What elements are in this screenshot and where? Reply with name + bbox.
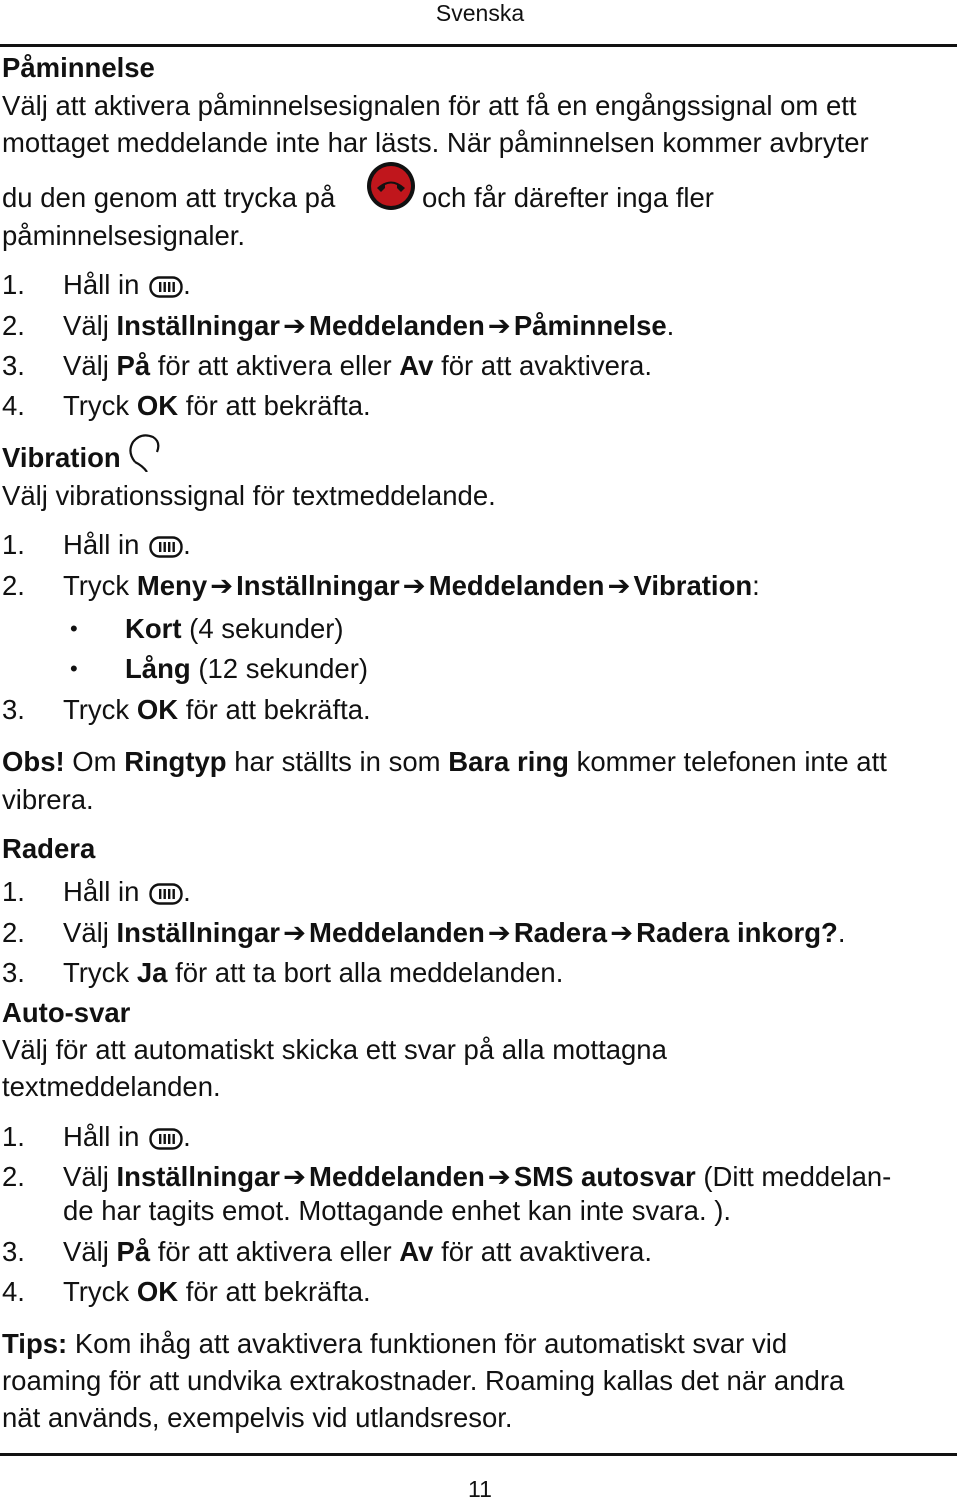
paminnelse-step-4	[63, 390, 371, 422]
menu-key-icon	[149, 1128, 183, 1150]
autosvar-step-2	[63, 1161, 891, 1193]
step-text-end: .	[837, 917, 846, 948]
option-name: Lång	[125, 653, 191, 684]
step-text: Håll in	[63, 529, 140, 560]
ok-label: OK	[136, 694, 179, 725]
vibration-step-1	[63, 529, 191, 561]
step-number: 3.	[2, 350, 25, 381]
autosvar-step-3	[63, 1236, 652, 1268]
step-number: 2.	[2, 1161, 25, 1192]
radera-step-3	[63, 957, 563, 989]
menu-path-item: Påminnelse	[513, 310, 667, 341]
bullet: •	[70, 616, 78, 641]
menu-key-icon	[149, 883, 183, 905]
step-text-end: .	[183, 269, 191, 300]
step-number: 1.	[2, 529, 25, 560]
note-text: har ställts in som	[234, 746, 441, 777]
paminnelse-step-3	[63, 350, 652, 382]
menu-path-item: Meny	[136, 570, 208, 601]
vibration-step-3	[63, 694, 371, 726]
step-text: Välj	[63, 350, 109, 381]
arrow-right-icon: ➔	[283, 1161, 307, 1192]
menu-path-item: Radera inkorg?	[636, 917, 838, 948]
step-text-end: .	[183, 876, 191, 907]
step-text-end: .	[183, 1121, 191, 1152]
step-number: 4.	[2, 1276, 25, 1307]
option-name: Kort	[125, 613, 182, 644]
step-text: för att aktivera eller	[157, 1236, 392, 1267]
menu-path-item: Meddelanden	[428, 570, 605, 601]
step-text: Välj	[63, 917, 109, 948]
vibration-option	[125, 613, 344, 645]
page-number: 11	[468, 1476, 492, 1502]
step-text: Håll in	[63, 876, 140, 907]
step-text: Håll in	[63, 269, 140, 300]
step-number: 2.	[2, 310, 25, 341]
step-number: 2.	[2, 917, 25, 948]
text-fragment: du den genom att trycka på	[2, 182, 336, 213]
autosvar-desc-line: Välj för att automatiskt skicka ett svar på alla mottagna	[2, 1034, 667, 1065]
radera-step-2	[63, 917, 845, 949]
paminnelse-desc-line	[2, 182, 335, 214]
step-text: för att bekräfta.	[185, 390, 371, 421]
menu-path-item: Meddelanden	[309, 917, 485, 948]
note-text: Kom ihåg att avaktivera funktionen för automatiskt svar vid	[74, 1328, 788, 1359]
section-heading-radera: Radera	[2, 833, 96, 864]
page-language-label: Svenska	[435, 0, 525, 26]
option-off: Av	[399, 350, 434, 381]
arrow-right-icon: ➔	[402, 570, 426, 601]
bottom-divider	[0, 1453, 957, 1456]
yes-label: Ja	[136, 957, 168, 988]
step-number: 1.	[2, 1121, 25, 1152]
arrow-right-icon: ➔	[283, 310, 307, 341]
heading-text: Vibration	[2, 442, 121, 473]
arrow-right-icon: ➔	[487, 917, 511, 948]
option-detail: (4 sekunder)	[189, 613, 344, 644]
step-text: för att avaktivera.	[441, 350, 652, 381]
menu-key-icon	[149, 536, 183, 558]
autosvar-step-2-cont: de har tagits emot. Mottagande enhet kan inte svara. ).	[63, 1195, 732, 1226]
note-text: kommer telefonen inte att	[576, 746, 887, 777]
step-text: för att aktivera eller	[157, 350, 392, 381]
step-text: Välj	[63, 310, 109, 341]
option-detail: (12 sekunder)	[198, 653, 369, 684]
step-number: 2.	[2, 570, 25, 601]
section-heading-autosvar: Auto-svar	[2, 997, 131, 1028]
menu-key-icon	[149, 276, 183, 298]
step-text: Tryck	[63, 390, 130, 421]
paminnelse-desc-line: påminnelsesignaler.	[2, 220, 246, 251]
ok-label: OK	[136, 390, 179, 421]
menu-path-item: Meddelanden	[309, 1161, 485, 1192]
vibration-desc: Välj vibrationssignal för textmeddelande.	[2, 480, 496, 511]
end-call-button-icon	[366, 161, 416, 211]
step-number: 3.	[2, 957, 25, 988]
menu-path-item: Inställningar	[116, 1161, 280, 1192]
tips-note	[2, 1328, 787, 1360]
step-number: 1.	[2, 876, 25, 907]
vibration-option	[125, 653, 368, 685]
section-heading-paminnelse: Påminnelse	[2, 52, 155, 83]
step-text: för att bekräfta.	[185, 694, 371, 725]
bullet: •	[70, 656, 78, 681]
step-text: Tryck	[63, 957, 130, 988]
note-label: Obs!	[2, 746, 65, 777]
autosvar-desc-line: textmeddelanden.	[2, 1071, 221, 1102]
menu-path-item: Inställningar	[116, 310, 280, 341]
paminnelse-desc-line: mottaget meddelande inte har lästs. När påminnelsen kommer avbryter	[2, 127, 869, 158]
autosvar-step-1	[63, 1121, 191, 1153]
option-on: På	[116, 1236, 151, 1267]
paminnelse-desc-line: och får därefter inga fler	[422, 182, 714, 213]
top-divider	[0, 44, 957, 47]
arrow-right-icon: ➔	[487, 310, 511, 341]
obs-note-line: vibrera.	[2, 784, 94, 815]
paminnelse-step-2	[63, 310, 674, 342]
vibration-step-2	[63, 570, 760, 602]
vibration-icon	[125, 432, 163, 472]
step-text: för att ta bort alla meddelanden.	[175, 957, 564, 988]
menu-path-item: Vibration	[633, 570, 753, 601]
step-text-end: :	[752, 570, 760, 601]
note-label: Tips:	[2, 1328, 68, 1359]
section-heading-vibration	[2, 442, 163, 474]
step-number: 1.	[2, 269, 25, 300]
arrow-right-icon: ➔	[283, 917, 307, 948]
option-on: På	[116, 350, 151, 381]
arrow-right-icon: ➔	[210, 570, 234, 601]
arrow-right-icon: ➔	[607, 570, 631, 601]
menu-path-item: Inställningar	[116, 917, 280, 948]
note-text: Om	[72, 746, 117, 777]
step-text: Välj	[63, 1236, 109, 1267]
step-text: för att bekräfta.	[185, 1276, 371, 1307]
menu-path-item: Meddelanden	[309, 310, 485, 341]
step-number: 3.	[2, 1236, 25, 1267]
menu-path-item: SMS autosvar	[513, 1161, 696, 1192]
radera-step-1	[63, 876, 191, 908]
step-text: Tryck	[63, 1276, 130, 1307]
autosvar-step-4	[63, 1276, 371, 1308]
paminnelse-desc-line: Välj att aktivera påminnelsesignalen för att få en engångssignal om ett	[2, 90, 857, 121]
step-text: Välj	[63, 1161, 109, 1192]
step-text: Tryck	[63, 694, 130, 725]
menu-path-item: Radera	[513, 917, 608, 948]
option-off: Av	[399, 1236, 434, 1267]
menu-path-item: Inställningar	[236, 570, 400, 601]
step-text: Håll in	[63, 1121, 140, 1152]
step-text-end: .	[183, 529, 191, 560]
step-text: Tryck	[63, 570, 130, 601]
step-text: för att avaktivera.	[441, 1236, 652, 1267]
tips-note-line: roaming för att undvika extrakostnader. Roaming kallas det när andra	[2, 1365, 845, 1396]
obs-note	[2, 746, 887, 778]
tips-note-line: nät används, exempelvis vid utlandsresor.	[2, 1402, 513, 1433]
step-number: 3.	[2, 694, 25, 725]
step-text-end: .	[666, 310, 675, 341]
note-term: Ringtyp	[124, 746, 227, 777]
note-term: Bara ring	[448, 746, 569, 777]
paminnelse-step-1	[63, 269, 191, 301]
arrow-right-icon: ➔	[487, 1161, 511, 1192]
step-number: 4.	[2, 390, 25, 421]
ok-label: OK	[136, 1276, 179, 1307]
arrow-right-icon: ➔	[610, 917, 634, 948]
step-text: (Ditt meddelan-	[703, 1161, 892, 1192]
